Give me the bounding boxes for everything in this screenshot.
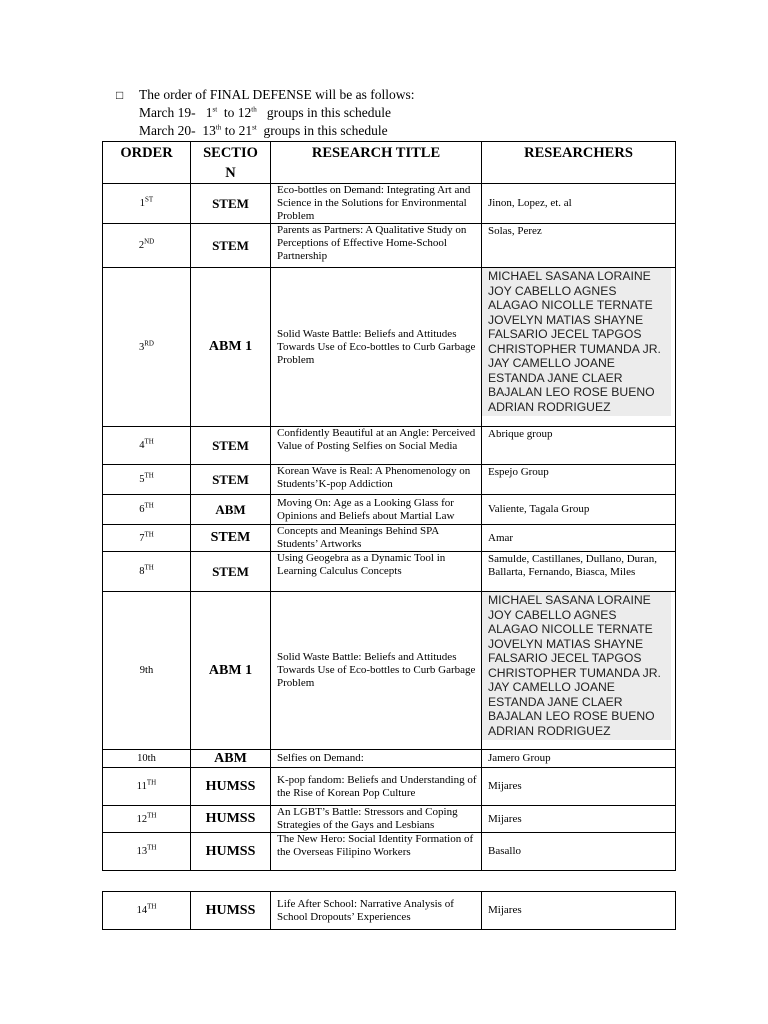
research-title-cell: Korean Wave is Real: A Phenomenology on Students’K-pop Addiction	[271, 465, 482, 495]
order-cell: 3RD	[103, 268, 191, 427]
order-cell: 12TH	[103, 806, 191, 833]
table-row	[103, 806, 676, 833]
researchers-cell: Mijares	[482, 892, 676, 930]
researchers-cell: Jinon, Lopez, et. al	[482, 184, 676, 224]
section-column-header: SECTIO N	[191, 142, 271, 184]
research-title-cell: Selfies on Demand:	[271, 750, 482, 768]
table-row	[103, 525, 676, 552]
research-title-cell: Moving On: Age as a Looking Glass for Opinions and Beliefs about Martial Law	[271, 495, 482, 525]
order-cell: 14TH	[103, 892, 191, 930]
defense-order-notice	[116, 86, 676, 140]
section-cell: HUMSS	[191, 806, 271, 833]
table-row	[103, 495, 676, 525]
table-row	[103, 892, 676, 930]
section-cell: ABM 1	[191, 592, 271, 750]
researchers-cell: Solas, Perez	[482, 224, 676, 268]
section-cell: HUMSS	[191, 892, 271, 930]
order-cell: 5TH	[103, 465, 191, 495]
order-column-header: ORDER	[103, 142, 191, 184]
research-title-cell: Concepts and Meanings Behind SPA Students’ Artworks	[271, 525, 482, 552]
research-title-cell: Confidently Beautiful at an Angle: Perceived Value of Posting Selfies on Social Media	[271, 427, 482, 465]
table-row	[103, 592, 676, 750]
section-cell: ABM	[191, 750, 271, 768]
researchers-cell: Samulde, Castillanes, Dullano, Duran, Ballarta, Fernando, Biasca, Miles	[482, 552, 676, 592]
section-cell: HUMSS	[191, 768, 271, 806]
notice-heading: The order of FINAL DEFENSE will be as follows:	[139, 87, 415, 102]
order-cell: 7TH	[103, 525, 191, 552]
section-cell: STEM	[191, 552, 271, 592]
table-row	[103, 552, 676, 592]
research-title-cell: Solid Waste Battle: Beliefs and Attitudes Towards Use of Eco-bottles to Curb Garbage Problem	[271, 592, 482, 750]
researchers-cell: Espejo Group	[482, 465, 676, 495]
schedule-day-2: March 20- 13th to 21st groups in this schedule	[139, 123, 388, 138]
order-cell: 10th	[103, 750, 191, 768]
order-cell: 1ST	[103, 184, 191, 224]
section-cell: STEM	[191, 465, 271, 495]
order-cell: 13TH	[103, 833, 191, 871]
order-cell: 8TH	[103, 552, 191, 592]
research-title-cell: Solid Waste Battle: Beliefs and Attitudes Towards Use of Eco-bottles to Curb Garbage Problem	[271, 268, 482, 427]
order-cell: 9th	[103, 592, 191, 750]
research-title-cell: Eco-bottles on Demand: Integrating Art and Science in the Solutions for Environmental Problem	[271, 184, 482, 224]
title-column-header: RESEARCH TITLE	[271, 142, 482, 184]
researchers-list: MICHAEL SASANA LORAINE JOY CABELLO AGNES ALAGAO NICOLLE TERNATE JOVELYN MATIAS SHAYNE FALSARIO JECEL TAPGOS CHRISTOPHER TUMANDA JR. JAY CAMELLO JOANE ESTANDA JANE CLAER BAJALAN LEO ROSE BUENO ADRIAN RODRIGUEZ	[482, 592, 671, 740]
section-cell: STEM	[191, 427, 271, 465]
table-row	[103, 427, 676, 465]
researchers-cell: Basallo	[482, 833, 676, 871]
table-row	[103, 268, 676, 427]
researchers-column-header: RESEARCHERS	[482, 142, 676, 184]
section-cell: HUMSS	[191, 833, 271, 871]
researchers-cell: Valiente, Tagala Group	[482, 495, 676, 525]
research-title-cell: Using Geogebra as a Dynamic Tool in Learning Calculus Concepts	[271, 552, 482, 592]
research-title-cell: An LGBT’s Battle: Stressors and Coping Strategies of the Gays and Lesbians	[271, 806, 482, 833]
table-row	[103, 465, 676, 495]
section-cell: STEM	[191, 184, 271, 224]
research-title-cell: Parents as Partners: A Qualitative Study on Perceptions of Effective Home-School Partnership	[271, 224, 482, 268]
order-cell: 4TH	[103, 427, 191, 465]
researchers-cell: Mijares	[482, 768, 676, 806]
order-cell: 11TH	[103, 768, 191, 806]
table-row	[103, 224, 676, 268]
researchers-cell	[482, 592, 676, 750]
table-row	[103, 750, 676, 768]
order-cell: 6TH	[103, 495, 191, 525]
researchers-cell: Mijares	[482, 806, 676, 833]
section-cell: STEM	[191, 224, 271, 268]
table-row	[103, 768, 676, 806]
researchers-cell	[482, 268, 676, 427]
table-header-row	[103, 142, 676, 184]
research-title-cell: Life After School: Narrative Analysis of School Dropouts’ Experiences	[271, 892, 482, 930]
defense-schedule-table	[102, 141, 676, 871]
researchers-list: MICHAEL SASANA LORAINE JOY CABELLO AGNES ALAGAO NICOLLE TERNATE JOVELYN MATIAS SHAYNE FALSARIO JECEL TAPGOS CHRISTOPHER TUMANDA JR. JAY CAMELLO JOANE ESTANDA JANE CLAER BAJALAN LEO ROSE BUENO ADRIAN RODRIGUEZ	[482, 268, 671, 416]
researchers-cell: Abrique group	[482, 427, 676, 465]
research-title-cell: K-pop fandom: Beliefs and Understanding of the Rise of Korean Pop Culture	[271, 768, 482, 806]
researchers-cell: Amar	[482, 525, 676, 552]
schedule-day-1: March 19- 1st to 12th groups in this schedule	[139, 105, 391, 120]
section-cell: STEM	[191, 525, 271, 552]
researchers-cell: Jamero Group	[482, 750, 676, 768]
checkbox-bullet-icon: □	[116, 88, 124, 102]
table-row	[103, 833, 676, 871]
defense-schedule-table-continued	[102, 891, 676, 930]
section-cell: ABM 1	[191, 268, 271, 427]
research-title-cell: The New Hero: Social Identity Formation of the Overseas Filipino Workers	[271, 833, 482, 871]
order-cell: 2ND	[103, 224, 191, 268]
table-row	[103, 184, 676, 224]
section-cell: ABM	[191, 495, 271, 525]
